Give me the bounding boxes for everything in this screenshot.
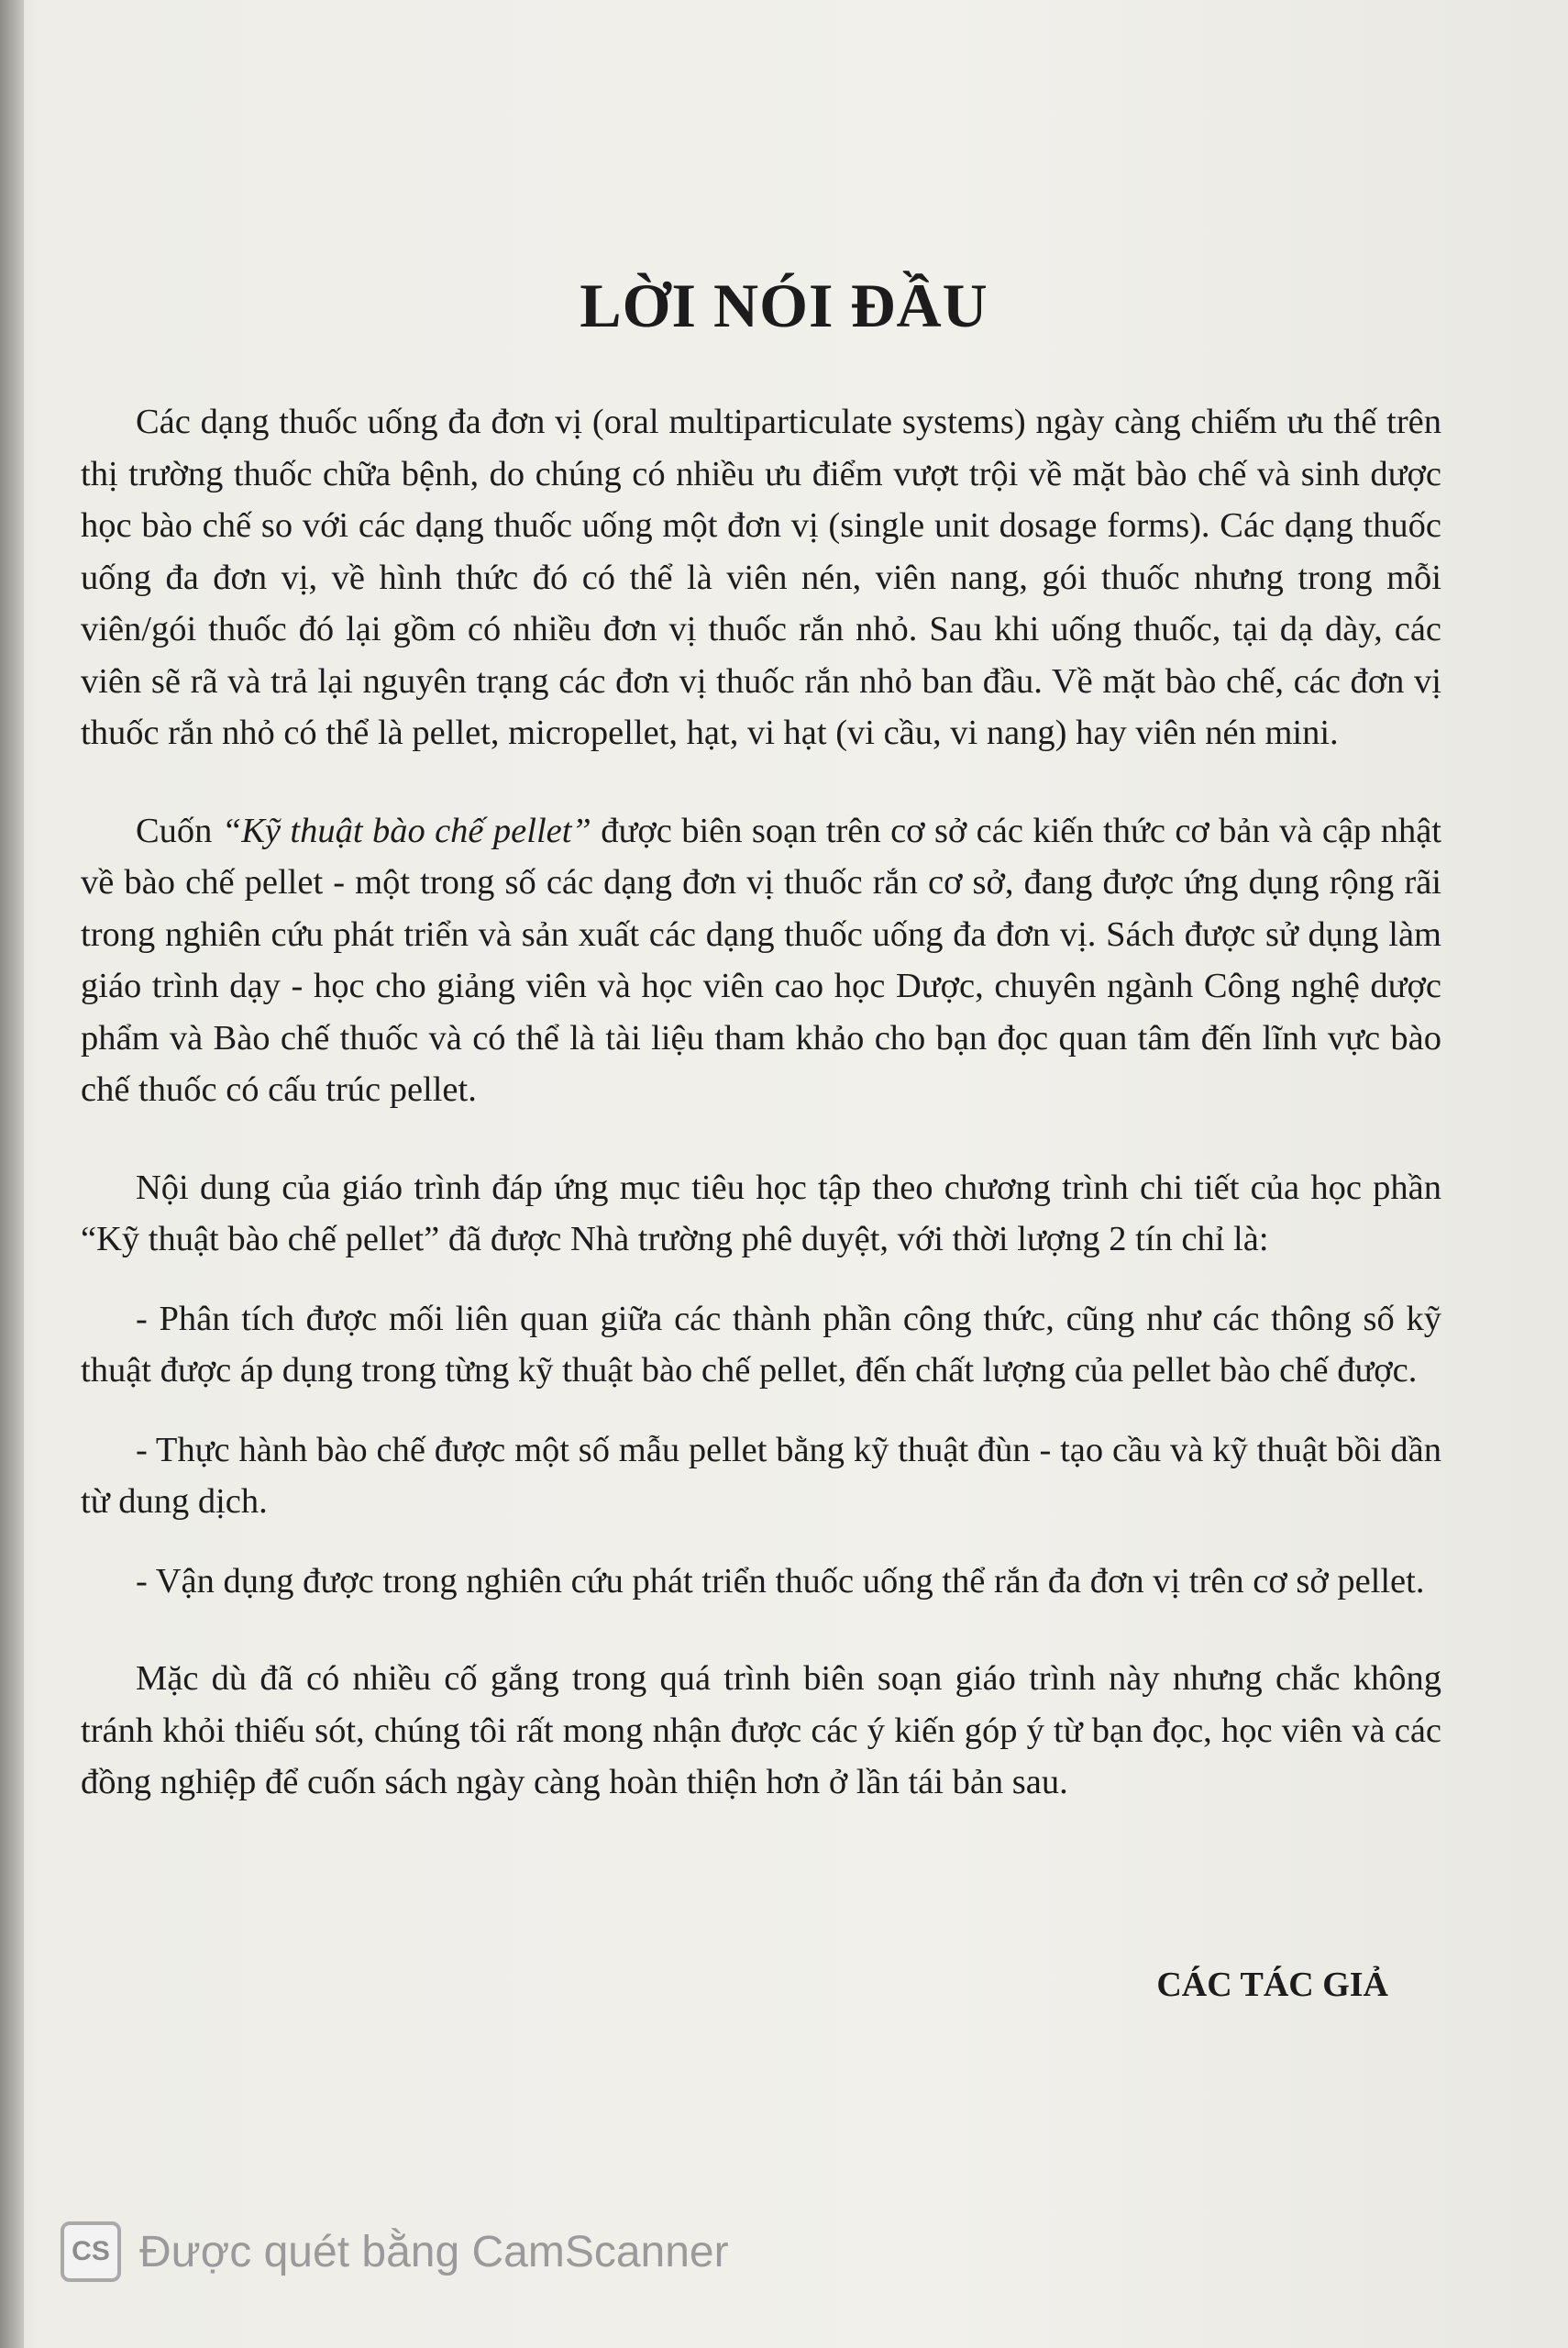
paragraph-content: Nội dung của giáo trình đáp ứng mục tiêu học tập theo chương trình chi tiết của học phần “Kỹ thuật bào chế pellet” đã được Nhà trường phê duyệt, với thời lượng 2 tín chỉ là: <box>81 1168 1441 1258</box>
paragraph-book <box>81 805 1441 1116</box>
paragraph-intro: Các dạng thuốc uống đa đơn vị (oral multiparticulate systems) ngày càng chiếm ưu thế trên thị trường thuốc chữa bệnh, do chúng có nhiều ưu điểm vượt trội về mặt bào chế và sinh dược học bào chế so với các dạng thuốc uống một đơn vị (single unit dosage forms). Các dạng thuốc uống đa đơn vị, về hình thức đó có thể là viên nén, viên nang, gói thuốc nhưng trong mỗi viên/gói thuốc đó lại gồm có nhiều đơn vị thuốc rắn nhỏ. Sau khi uống thuốc, tại dạ dày, các viên sẽ rã và trả lại nguyên trạng các đơn vị thuốc rắn nhỏ ban đầu. Về mặt bào chế, các đơn vị thuốc rắn nhỏ có thể là pellet, micropellet, hạt, vi hạt (vi cầu, vi nang) hay viên nén mini. <box>81 403 1441 752</box>
page-title: LỜI NÓI ĐẦU <box>580 270 988 340</box>
paragraph-closing: Mặc dù đã có nhiều cố gắng trong quá trình biên soạn giáo trình này nhưng chắc không tránh khỏi thiếu sót, chúng tôi rất mong nhận được các ý kiến góp ý từ bạn đọc, học viên và các đồng nghiệp để cuốn sách ngày càng hoàn thiện hơn ở lần tái bản sau. <box>81 1659 1441 1801</box>
paragraph-book-start: Cuốn <box>136 811 222 850</box>
objective-item: - Vận dụng được trong nghiên cứu phát triển thuốc uống thể rắn đa đơn vị trên cơ sở pellet. <box>136 1561 1425 1600</box>
scanner-watermark <box>61 2220 729 2284</box>
camscanner-logo-icon: CS <box>61 2221 121 2282</box>
page-binding-edge <box>0 0 24 2348</box>
objective-item: - Thực hành bào chế được một số mẫu pellet bằng kỹ thuật đùn - tạo cầu và kỹ thuật bồi dần từ dung dịch. <box>81 1430 1441 1521</box>
book-title: “Kỹ thuật bào chế pellet” <box>221 811 591 850</box>
authors-signature: CÁC TÁC GIẢ <box>1156 1966 1388 2004</box>
scanner-watermark-text: Được quét bằng CamScanner <box>139 2227 729 2276</box>
paragraph-book-rest: được biên soạn trên cơ sở các kiến thức cơ bản và cập nhật về bào chế pellet - một trong số các dạng đơn vị thuốc rắn cơ sở, đang được ứng dụng rộng rãi trong nghiên cứu phát triển và sản xuất các dạng thuốc uống đa đơn vị. Sách được sử dụng làm giáo trình dạy - học cho giảng viên và học viên cao học Dược, chuyên ngành Công nghệ dược phẩm và Bào chế thuốc và có thể là tài liệu tham khảo cho bạn đọc quan tâm đến lĩnh vực bào chế thuốc có cấu trúc pellet. <box>81 811 1441 1109</box>
objective-item: - Phân tích được mối liên quan giữa các thành phần công thức, cũng như các thông số kỹ thuật được áp dụng trong từng kỹ thuật bào chế pellet, đến chất lượng của pellet bào chế được. <box>81 1299 1441 1390</box>
preface-body <box>81 396 1441 1809</box>
